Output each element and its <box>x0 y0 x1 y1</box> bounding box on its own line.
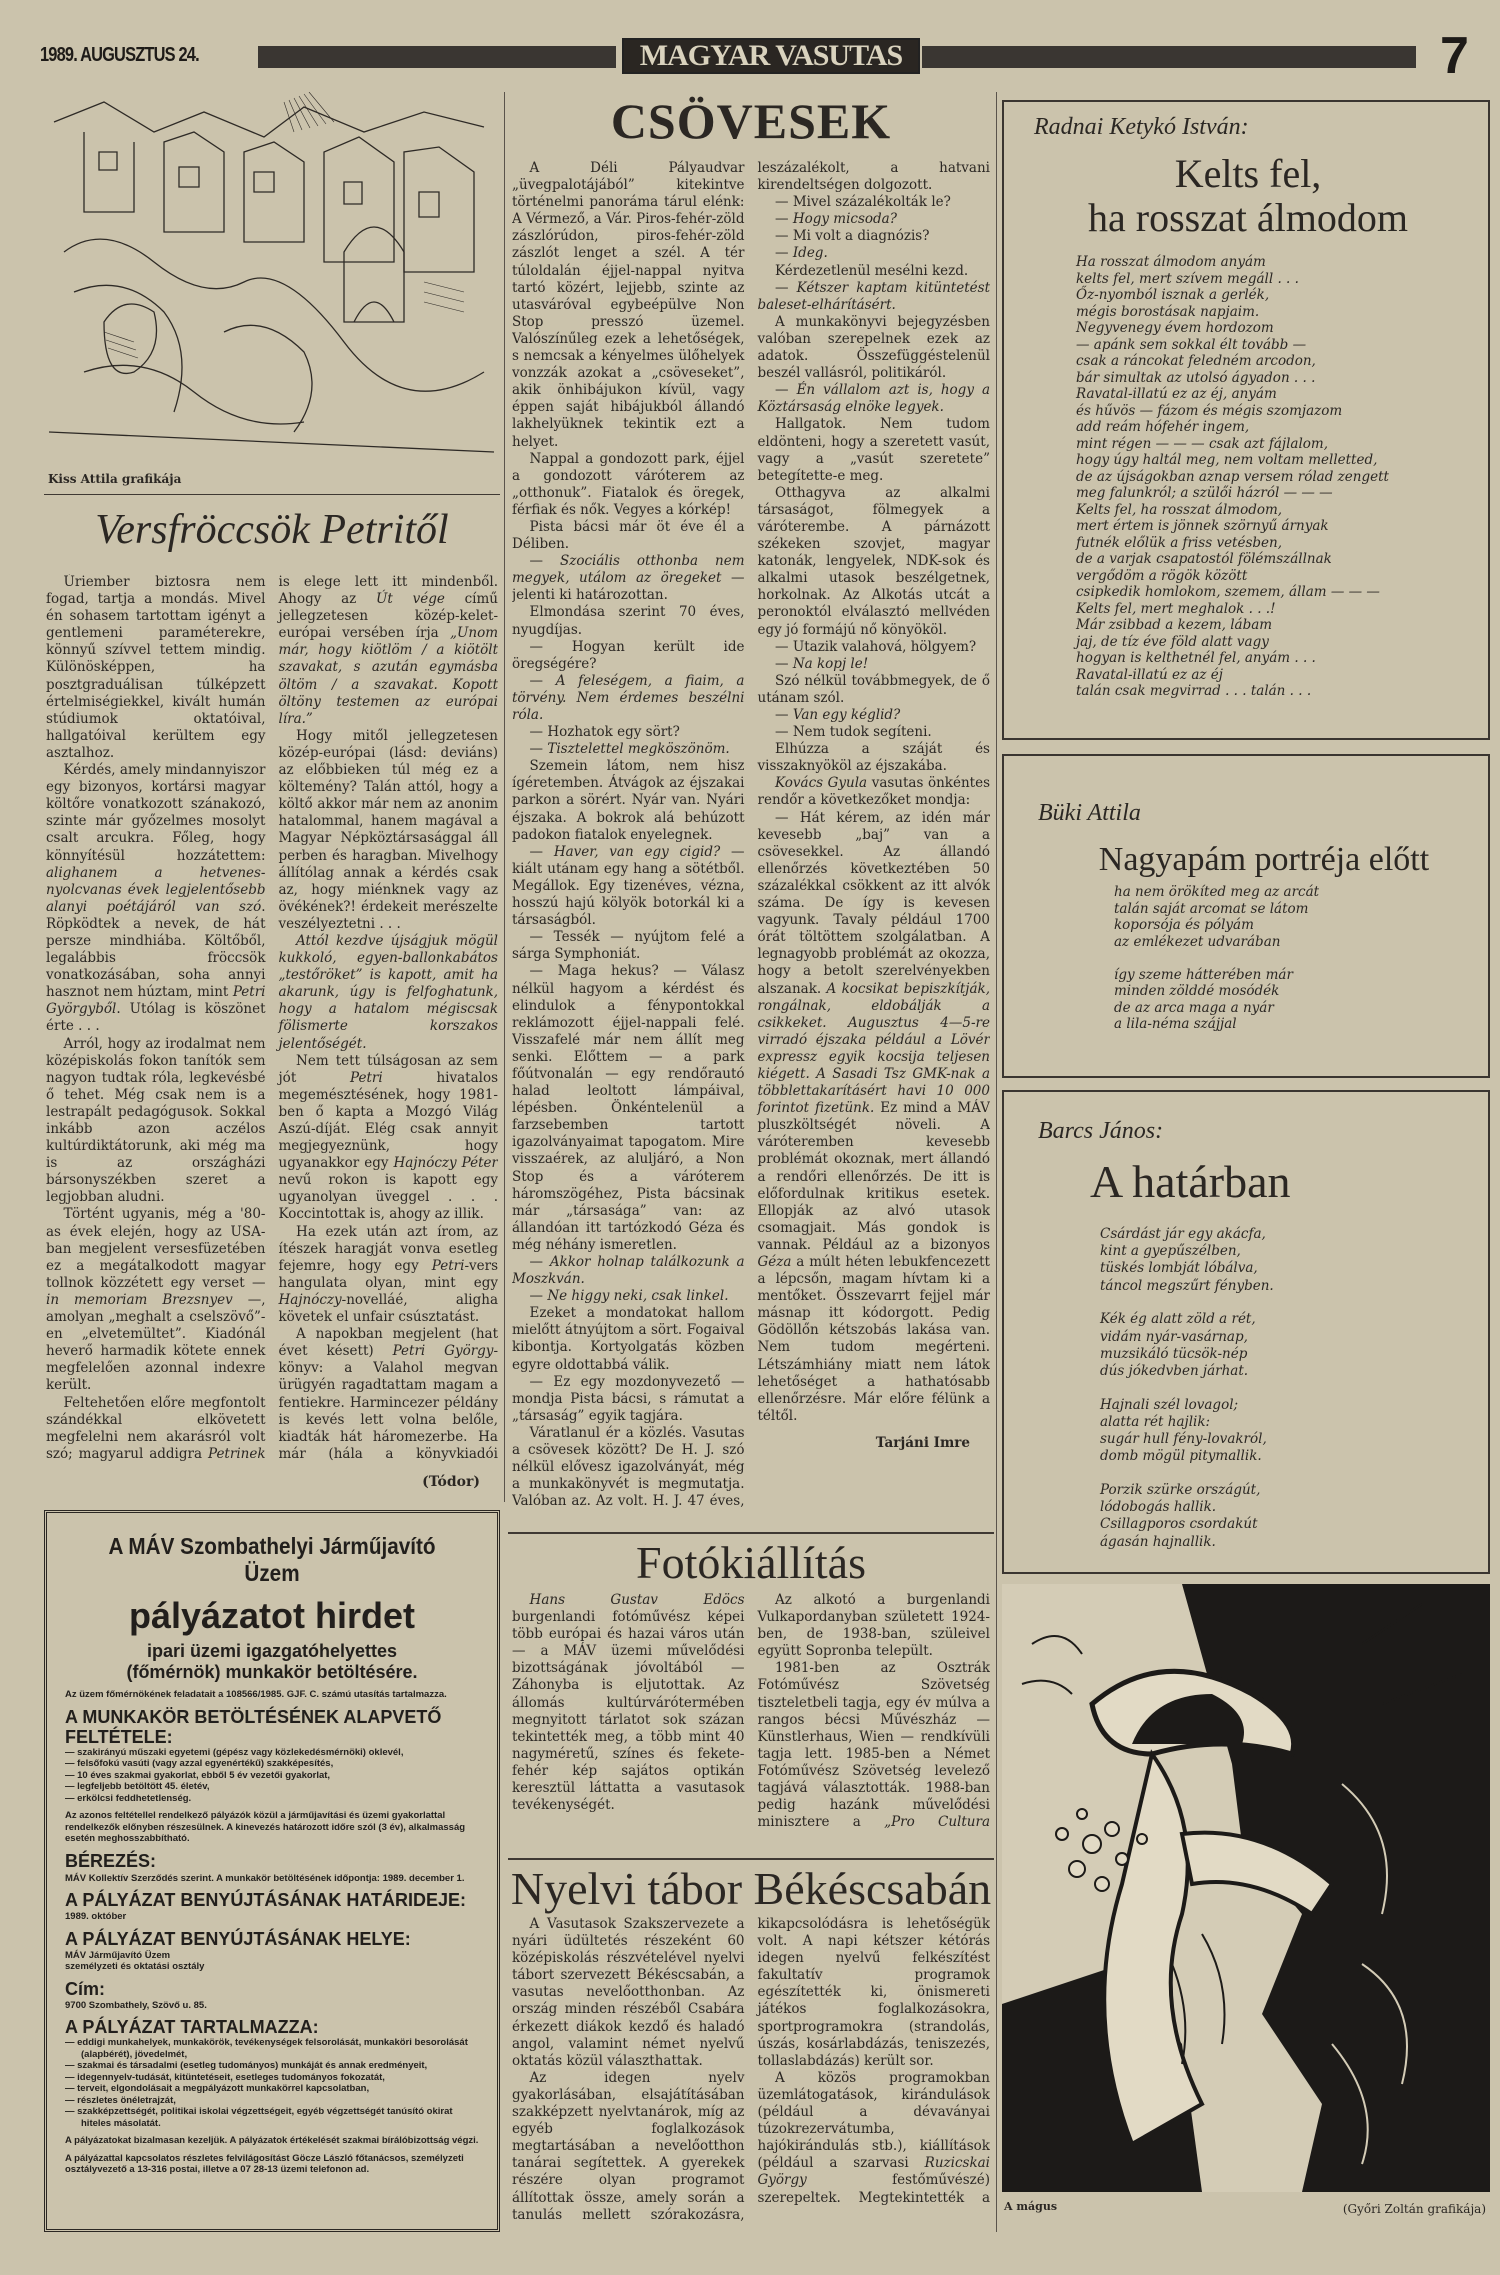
text-line: Hajnali szél lovagol; <box>1100 1396 1239 1413</box>
article-body-fotokiallitas <box>512 1592 990 1848</box>
paragraph: — Tessék — nyújtom felé a sárga Symphoniát. <box>512 929 745 963</box>
text-line: — apánk sem sokkal élt tovább — <box>1076 336 1307 353</box>
paragraph: A közös programokban üzemlátogatások, kirándulások (például a dévaványai túzokrezervátumba, hajókirándulás stb.), kiállítások (például a szarvasi Ruzicskai György festőművészé) szerepeltek. Megtekintették a <box>757 2069 990 2206</box>
text-line: vidám nyár-vasárnap, <box>1100 1328 1248 1345</box>
paragraph: — Hát kérem, az idén már kevesebb „baj” van a csövesekkel. Az állandó ellenőrzés következtében 50 százalékkal csökkent az itt alvók száma. De így is kevesen vagyunk. Tavaly például 1700 órát töltöttem szolgálatban. A legnagyobb problémát az okozza, hogy a betolt szerelvényekben alszanak. A kocsikat bepiszkítják, rongálnak, eldobálják a csikkeket. Augusztus 4—5-re virradó éjszaka például a Lövér expressz egyik kocsija teljesen kiégett. A Sasadi Tsz GMK-nak a többlettakarításért havi 10 000 forintot fizetünk. Ez mind a MÁV pluszköltségét növeli. A váróteremben kevesebb problémát okoznak, mert állandó a rendőri ellenőrzés. De itt is előfordulnak kritikus esetek. Ellopják az alvó utasok csomagjait. Más gondok is vannak. Például az a bizonyos Géza a múlt héten lebukfencezett a lépcsőn, magam hívtam ki a mentőket. Összevarrt fejjel már másnap itt kódorgott. Pedig Gödöllőn kétszobás lakása van. Nem tudom megérteni. Létszámhiány miatt nem látok lehetőséget a hathatósabb ellenőrzésre. Már előre félünk a téltől. <box>757 809 990 1424</box>
ad-text: Az azonos feltétellel rendelkező pályázók közül a járműjavítási és üzemi gyakorlattal rendelkezők előnyben részesülnek. A kinevezés határozott időre szól (3 év), alkalmasság esetén meghosszabbítható. <box>65 1810 466 1844</box>
text-line: domb mögül pitymallik. <box>1100 1448 1262 1465</box>
paragraph: Ezeket a mondatokat hallom mielőtt átnyújtom a sört. Fogaival kibontja. Kortyolgatás közben egyre oldottabbá válik. <box>512 1305 745 1373</box>
paragraph: — Hogy micsoda? <box>775 211 897 228</box>
ad-section-heading: A PÁLYÁZAT BENYÚJTÁSÁNAK HELYE: <box>65 1928 411 1949</box>
poem-box-kelts-fel <box>1002 100 1490 740</box>
paragraph: — Haver, van egy cigid? — kiált utánam egy hang a sötétből. Megállok. Egy tizenéves, vézna, hosszú hajú kölyök botorkál ki a társaságból. <box>512 843 745 929</box>
text-line: de az arca maga a nyár <box>1114 999 1274 1016</box>
ad-section-heading: BÉREZÉS: <box>65 1850 157 1871</box>
poem-box-nagyapam <box>1002 754 1490 1078</box>
ad-requirements-list <box>65 1747 479 1805</box>
ad-text: A pályázatokat bizalmasan kezeljük. A pályázatok értékelését szakmai bírálóbizottság végzi. <box>65 2135 479 2146</box>
text-line: a lila-néma szájjal <box>1114 1016 1237 1032</box>
text-line: mégis borostásak napjaim. <box>1076 303 1260 320</box>
paragraph: Kovács Gyula vasutas önkéntes rendőr a következőket mondja: <box>757 775 990 809</box>
paragraph: — Én vállalom azt is, hogy a Köztársaság elnöke legyek. <box>757 382 990 416</box>
text-line: koporsója és pólyám <box>1114 917 1254 933</box>
stanza-break <box>1100 1380 1274 1397</box>
ad-headline: pályázatot hirdet <box>128 1595 416 1636</box>
ad-text: személyzeti és oktatási osztály <box>65 1961 205 1972</box>
text-line: minden zölddé mosódék <box>1114 983 1280 999</box>
poem-box-a-hatarban <box>1002 1090 1490 1574</box>
illustration-caption: A mágus <box>1004 2200 1058 2213</box>
paragraph: Történt ugyanis, még a '80-as évek elején, hogy az USA-ban megjelent versesfüzetében ez a megátalkodott magyar tollnok közzétett egy verset — in memoriam Brezsnyev —, amolyan „meghalt a cselszövő”-en „elvetemültet”. Kiadónál heverő harmadik kötete ennek megfelelően azonnal indexre került. <box>46 1206 266 1394</box>
paragraph: Szemein látom, nem hisz ígéretemben. Átvágok az éjszakai parkon a sörért. Nyár van. Nyári éjszaka. A bokrok alá behúzott padokon fiatalok enyelegnek. <box>512 758 745 843</box>
ad-position: ipari üzemi igazgatóhelyettes <box>146 1641 398 1661</box>
ad-intro: Az üzem főmérnökének feladatait a 108566/1985. GJF. C. számú utasítás tartalmazza. <box>65 1689 447 1700</box>
paragraph: Attól kezdve újságjuk mögül kukkoló, egyen-ballonkabátos „testőröket” is kapott, amit ha akarunk, úgy is felfoghatunk, hogy a hatalom mégiscsak fölismerte korszakos jelentőségét. <box>278 932 498 1052</box>
text-line: de a varjak csapatostól fölémszállnak <box>1076 551 1332 567</box>
poem-title: A határban <box>1090 1156 1291 1207</box>
paragraph: — Ideg. <box>775 245 828 262</box>
paragraph: — Kétszer kaptam kitüntetést baleset-elhárításért. <box>757 279 990 313</box>
text-line: jaj, de tíz éve föld alatt vagy <box>1076 633 1269 650</box>
poem-title: Kelts fel, <box>1174 151 1322 196</box>
text-line: muzsikáló tücsök-nép <box>1100 1345 1248 1362</box>
illustration-credit: (Győri Zoltán grafikája) <box>1342 2202 1486 2216</box>
header-bar-right <box>922 46 1416 68</box>
text-line: Porzik szürke országút, <box>1100 1481 1261 1498</box>
text-line: talán csak megvirrad . . . talán . . . <box>1076 683 1312 699</box>
paragraph: — Akkor holnap találkozunk a Moszkván. <box>512 1254 745 1288</box>
paragraph: A Déli Pályaudvar „üvegpalotájából” kitekintve történelmi panoráma tárul elénk: A Vérmező, a Vár. Piros-fehér-zöld zászlórúdon, piros-fehér-zöld zászlót lenget a szél. A tér túloldalán éjjel-nappal nyitva tartó közért, lejjebb, szinte az utasváróval egybeépülve Non Stop presszó üzemel. Valószínűleg ezek a lehetőségek, s nemcsak a kényelmes ülőhelyek vonzzák azokat a „csöveseket”, akik önhibájukon kívül, vagy éppen saját hibájukból állandó lakhelyüknek tekintik ezt a helyet. <box>512 160 745 450</box>
ad-organization: A MÁV Szombathelyi Járműjavító Üzem <box>108 1533 436 1586</box>
paragraph: — Hogyan került ide öregségére? <box>512 638 745 672</box>
text-line: Ha rosszat álmodom anyám <box>1076 254 1266 270</box>
poem-text <box>1076 254 1389 700</box>
article-signature: (Tódor) <box>422 1474 480 1490</box>
paragraph: Elhúzza a száját és visszaknyököl az éjszakába. <box>757 741 990 775</box>
paragraph: A munkakönyvi bejegyzésben valóban szerepelnek ezek az adatok. Összefüggéstelenül beszél vallásról, politikáról. <box>757 313 990 382</box>
illustration-caption: Kiss Attila grafikája <box>48 472 182 486</box>
text-line: lódobogás hallik. <box>1100 1499 1217 1516</box>
article-signature: Tarjáni Imre <box>875 1434 970 1451</box>
city-sketch-illustration <box>44 92 500 470</box>
job-advertisement <box>44 1510 500 2232</box>
text-line: — idegennyelv-tudását, kitüntetéseit, esetleges tudományos fokozatát, <box>65 2072 479 2084</box>
text-line: — szakképzettségét, politikai iskolai végzettségeit, egyéb végzettségét tanúsító okirat hiteles másolatát. <box>65 2106 479 2129</box>
text-line: az emlékezet udvarában <box>1114 933 1281 950</box>
ad-position: (főmérnök) munkakör betöltésére. <box>126 1662 418 1682</box>
text-line: hogy úgy haltál meg, nem voltam melletted, <box>1076 452 1378 468</box>
text-line: de az újságokban aznap versem rólad zengett <box>1076 468 1389 485</box>
paragraph: A Vasutasok Szakszervezete a nyári üdültetés részeként 60 középiskolás részvételével nyelvi tábort szervezett Békéscsabán, a vasutas nevelőotthonban. Az ország minden részéből Csabára érkezett diákok kezdő és haladó angol, valamint német nyelvű oktatás közül választhattak. <box>512 1916 745 2069</box>
poem-title: ha rosszat álmodom <box>1088 195 1408 240</box>
text-line: mint régen — — — csak azt fájlalom, <box>1076 435 1328 452</box>
ad-contents-list <box>65 2037 479 2129</box>
paragraph: Hogy mitől jellegzetesen közép-európai (lásd: deviáns) az előbbieken túl még ez a költemény? Talán attól, hogy a költő akkor már nem az anonim hatalommal, hanem magával a Magyar Népköztársasággal áll perben és haragban. Mivelhogy állítólag annak a kérdés csak az, hogy miénknek vagy az övékének?! érdekeit merészelte veszélyeztetni . . . <box>278 727 498 932</box>
poem-author: Radnai Ketykó István: <box>1034 114 1249 140</box>
text-line: csipkedik homlokom, szemem, állam — — — <box>1076 584 1380 600</box>
paragraph: — A feleségem, a fiaim, a törvény. Nem érdemes beszélni róla. <box>512 672 745 723</box>
paragraph: Váratlanul ér a közlés. Vasutas a csövesek között? De H. J. szó nélkül elővesz igazolványát, még a munkakönyvét is megmutatja. Valóban az. Az volt. H. J. 47 éves, leszázalékolt, a hatvani kirendeltségen dolgozott. <box>512 160 990 1510</box>
page-number: 7 <box>1440 27 1469 85</box>
paragraph: — Hozhatok egy sört? <box>529 724 680 741</box>
paragraph: — Mi volt a diagnózis? <box>775 228 930 245</box>
article-title: CSÖVESEK <box>610 93 892 149</box>
text-line: csak a ráncokat feledném arcodon, <box>1076 353 1316 369</box>
text-line: ha nem örökíted meg az arcát <box>1114 884 1320 900</box>
paragraph: Az idegen nyelv gyakorlásában, elsajátításában szakképzett nyelvtanárok, míg az egyéb foglalkozások megtartásában a nevelőotthon tanárai segítettek. A gyerekek részére olyan programot állítottak össze, amely során a tanulás mellett szórakozásra, kikapcsolódásra is lehetőségük volt. A napi kétszer kétórás idegen nyelvű felkészítést fakultatív programok egészítették ki, önismereti játékos foglalkozásokra, sportprogramokra (strandolás, úszás, kosárlabdázás, teniszezés, tollaslabdázás) került sor. <box>512 1916 990 2223</box>
header-bar-left <box>258 46 616 68</box>
text-line: add reám hófehér ingem, <box>1076 419 1250 435</box>
text-line: tüskés lombját lóbálva, <box>1100 1260 1258 1277</box>
text-line: bár simultak az utolsó ágyadon . . . <box>1076 369 1316 386</box>
text-line: hogyan is kelthetnél fel, anyám . . . <box>1076 650 1316 666</box>
text-line: Őz-nyomból isznak a gerlék, <box>1076 287 1270 303</box>
text-line: — legfeljebb betöltött 45. életév, <box>65 1781 479 1793</box>
paragraph: Hans Gustav Edöcs burgenlandi fotóművész képei több európai és hazai város után — a MÁV üzemi művelődési bizottságának jóvoltából — Záhonyba is eljutottak. Az állomás kultúrvárótermében megnyitott tárlatot sok százan tekintették meg, a több mint 40 nagyméretű, színes és fekete-fehér kép sajátos optikán keresztül láttatta a vasutasok tevékenységét. <box>512 1592 745 1814</box>
paragraph: — Szociális otthonba nem megyek, utálom az öregeket — jelenti ki határozottan. <box>512 553 745 604</box>
article-body-versfroccsok <box>46 574 498 1466</box>
divider <box>508 1858 994 1860</box>
ad-text: 9700 Szombathely, Szövő u. 85. <box>65 1999 207 2011</box>
text-line: alatta rét hajlik: <box>1100 1413 1211 1430</box>
text-line: Ravatal-illatú ez az éj <box>1076 666 1223 683</box>
article-title: Nyelvi tábor Békéscsabán <box>510 1863 992 1914</box>
text-line: táncol megszűrt fényben. <box>1100 1277 1274 1294</box>
ad-text: MÁV Járműjavító Üzem <box>65 1949 171 1961</box>
text-line: Csárdást jár egy akácfa, <box>1100 1226 1266 1242</box>
text-line: — erkölcsi feddhetetlenség. <box>65 1793 479 1805</box>
paragraph: Ha ezek után azt írom, az ítészek haragját vonva esetleg fejemre, hogy egy Petri-vers hangulata olyan, mint egy Hajnóczy-novelláé, aligha követek el unfair csúsztatást. <box>278 1223 498 1326</box>
text-line: ágasán hajnallik. <box>1100 1533 1216 1550</box>
paragraph: — Mivel százalékolták le? <box>775 194 951 211</box>
ad-text: 1989. október <box>65 1911 127 1922</box>
text-line: Már zsibbad a kezem, lábam <box>1076 617 1273 633</box>
text-line: sugár hull fény-lovakról, <box>1100 1431 1267 1448</box>
text-line: és hűvös — fázom és mégis szomjazom <box>1076 402 1343 419</box>
text-line: — eddigi munkahelyek, munkakörök, tevékenységek felsorolását, munkaköri besorolását (alapbérét), jövedelmét, <box>65 2037 479 2060</box>
ad-section-heading: Cím: <box>65 1978 105 1999</box>
text-line: így szeme hátterében már <box>1114 966 1293 983</box>
article-title: Versfröccsök Petritől <box>95 507 449 553</box>
paragraph: Kérdezetlenül mesélni kezd. <box>775 262 969 279</box>
issue-date: 1989. AUGUSZTUS 24. <box>40 44 199 66</box>
paragraph: — Ne higgy neki, csak linkel. <box>529 1288 729 1305</box>
article-title: Fotókiállítás <box>636 1537 866 1588</box>
paragraph: Szó nélkül továbbmegyek, de ő utánam szól. <box>757 672 990 706</box>
text-line: kint a gyepűszélben, <box>1100 1243 1241 1260</box>
stanza-break <box>1114 950 1319 967</box>
paragraph: — Na kopj le! <box>775 655 869 672</box>
paragraph: Nappal a gondozott park, éjjel a gondozott váróterem az „otthonuk”. Fiatalok és öregek, férfiak és nők. Vegyes a kórkép! <box>512 450 745 518</box>
text-line: mert értem is jönnek szörnyű árnyak <box>1076 518 1329 534</box>
ad-text: A pályázattal kapcsolatos részletes felvilágosítást Göcze László főtanácsos, személyzeti osztályvezető a 13-316 postai, illetve a 07 28-13 üzemi telefonon ad. <box>65 2152 464 2175</box>
paragraph: A napokban megjelent (hat évet késett) Petri György-könyv: a Valahol megvan ürügyén ragadtattam magam a fentiekre. Harmincezer példány is kevés lett volna belőle, kiadták hát háromezerbe. Ha már (hála a könyvkiadói <box>278 1326 498 1462</box>
text-line: vergődöm a rögök között <box>1076 567 1248 584</box>
article-body-csovesek <box>512 160 990 1524</box>
paragraph: 1981-ben az Osztrák Fotóművész Szövetség tiszteletbeli tagja, egy év múlva a rangos bécsi Művészház — Künstlerhaus, Wien — rendkívüli tagja lett. 1985-ben a Német Fotóművész Szövetség levelező tagjává választották. 1988-ban pedig hazánk művelődési minisztere a „Pro Cultura <box>757 1660 990 1831</box>
poem-title: Nagyapám portréja előtt <box>1098 841 1430 878</box>
text-line: Ravatal-illatú ez az éj, anyám <box>1076 386 1277 402</box>
text-line: — szakmai és társadalmi (esetleg tudományos) munkáját és annak eredményeit, <box>65 2060 479 2072</box>
paragraph: Úriember biztosra nem fogad, tartja a mondás. Mivel én sohasem tartottam igényt a gentlemeni paraméterekre, könnyű szívvel tettem mindig. Különösképpen, ha posztgraduálisan túlképzett értelmiségiekkel, kivált humán stúdiumok oktatóival, hallgatóival kerültem egy asztalhoz. <box>46 574 266 761</box>
text-line: talán saját arcomat se látom <box>1114 900 1309 917</box>
text-line: meg falunkról; a szülői házról — — — <box>1076 485 1333 501</box>
poem-author: Büki Attila <box>1038 800 1141 826</box>
paragraph: Arról, hogy az irodalmat nem középiskolás fokon tanítók sem nagyon tudtak róla, legkevésbé ő tehet. Még csak nem is a lestrapált pedagógusok. Sokkal inkább azon aczélos kultúrdiktátorunk, aki még ma is az országházi bársonyszékben szeret a legjobban aludni. <box>46 1035 266 1206</box>
paragraph: Feltehetően előre megfontolt szándékkal elkövetett megfelelni nem akarásról volt szó; magyarul addigra Petrinek is elege lett itt mindenből. Ahogy az Út vége című jellegzetesen közép-kelet-európai versében írja „Unom már, hogy kiötlöm / a kiötölt szavakat, s azután egymásba öltöm / a szavakat. Kopott öltöny testemen az európai líra.” <box>46 574 498 1462</box>
paragraph: Pista bácsi már öt éve él a Déliben. <box>512 518 745 553</box>
divider <box>44 494 500 495</box>
text-line: Kék ég alatt zöld a rét, <box>1100 1311 1256 1328</box>
poem-author: Barcs János: <box>1038 1118 1164 1144</box>
column-divider <box>504 92 505 1502</box>
ad-section-heading: A PÁLYÁZAT BENYÚJTÁSÁNAK HATÁRIDEJE: <box>65 1890 467 1910</box>
text-line: kelts fel, mert szívem megáll . . . <box>1076 270 1299 287</box>
text-line: — 10 éves szakmai gyakorlat, ebből 5 év vezetői gyakorlat, <box>65 1770 479 1782</box>
text-line: Csillagporos csordakút <box>1100 1516 1258 1533</box>
paragraph: Nem tett túlságosan az sem jót Petri hivatalos megemésztésének, hogy 1981-ben ő kapta a Mozgó Világ Aszú-díját. Elég csak annyit megjegyeznünk, hogy ugyanakkor egy Hajnóczy Péter nevű rokon is kapott egy ugyanolyan üveggel . . . Koccintottak is, ahogy az illik. <box>278 1052 498 1223</box>
paragraph: Otthagyva az alkalmi társaságot, fölmegyek a váróterembe. A párnázott székeken szovjet, magyar katonák, lengyelek, NDK-sok és alkalmi utasok beszélgetnek, horkolnak. Az Alkotás utcát a peronoktól elválasztó mellvéden egy jó formájú nő könyököl. <box>757 484 990 638</box>
paragraph: — Maga hekus? — Válasz nélkül hagyom a kérdést és elindulok a fénypontokkal reklámozott éjjel-nappali felé. Visszafelé már nem állít meg senki. Előttem — a park főútvonalán — egy rendőrautó halad leoltott lámpáival, lépésben. Önkéntelenül a farzsebemben tartott igazolványaimat tapogatom. Mire visszaérek, az aluljáró, a Non Stop és a váróterem háromszögéhez, Pista bácsinak már „társasága” van: az állandóan itt tartózkodó Géza és még néhány ismeretlen. <box>512 963 745 1253</box>
paragraph: — Van egy kéglid? <box>775 707 901 723</box>
magus-woodcut-illustration <box>1002 1584 1490 2192</box>
paragraph: — Nem tudok segíteni. <box>775 724 932 741</box>
text-line: dús jókedvben járhat. <box>1100 1362 1249 1379</box>
poem-text <box>1100 1226 1274 1551</box>
paragraph: Az alkotó a burgenlandi Vulkapordanyban született 1924-ben, de 1938-ban, szüleivel együtt Sopronba települt. <box>757 1592 990 1660</box>
ad-text: MÁV Kollektív Szerződés szerint. A munkakör betöltésének időpontja: 1989. december 1. <box>65 1872 465 1884</box>
column-divider <box>996 92 997 2232</box>
text-line: — terveit, elgondolásait a megpályázott munkakörrel kapcsolatban, <box>65 2083 479 2095</box>
stanza-break <box>1100 1295 1274 1312</box>
paragraph: — Ez egy mozdonyvezető — mondja Pista bácsi, s rámutat a „társaság” egyik tagjára. <box>512 1373 745 1424</box>
text-line: Kelts fel, mert meghalok . . .! <box>1076 600 1276 617</box>
text-line: — részletes önéletrajzát, <box>65 2095 479 2107</box>
text-line: Negyvenegy évem hordozom <box>1076 320 1274 336</box>
text-line: Kelts fel, ha rosszat álmodom, <box>1076 501 1283 518</box>
paragraph: — Utazik valahová, hölgyem? <box>775 638 977 655</box>
ad-section-heading: A MUNKAKÖR BETÖLTÉSÉNEK ALAPVETŐ FELTÉTELE: <box>65 1706 442 1747</box>
text-line: — szakirányú műszaki egyetemi (gépész vagy közlekedésmérnöki) oklevél, <box>65 1747 479 1759</box>
paragraph: Kérdés, amely mindannyiszor egy bizonyos, kortársi magyar költőre vonatkozott szánakozó, szinte már győzelmes mosolyt csalt arcukra. Főleg, hogy könnyítésül hozzátettem: alighanem a hetvenes-nyolcvanas évek legjelentősebb alanyi poétájáról van szó. Röpködtek a nevek, de hát persze mindhiába. Költőből, legalábbis fröccsök vonatkozásában, soha annyi hasznot nem húztam, mint Petri Györgyből. Utólag is köszönet érte . . . <box>46 762 266 1035</box>
poem-text <box>1114 884 1319 1033</box>
paragraph: Hallgatok. Nem tudom eldönteni, hogy a szeretett vasút, vagy a „vasút szeretete” betegítette-e meg. <box>757 416 990 484</box>
divider <box>508 1532 994 1534</box>
paragraph: — Tisztelettel megköszönöm. <box>529 741 730 758</box>
article-body-nyelvi-tabor <box>512 1916 990 2236</box>
text-line: — felsőfokú vasúti (vagy azzal egyenértékű) szakképesítés, <box>65 1758 479 1770</box>
paragraph: Elmondása szerint 70 éves, nyugdíjas. <box>512 604 745 638</box>
ad-section-heading: A PÁLYÁZAT TARTALMAZZA: <box>65 2017 319 2037</box>
text-line: futnék előlük a friss vetésben, <box>1076 534 1283 551</box>
stanza-break <box>1100 1465 1274 1482</box>
masthead-logo: MAGYAR VASUTAS <box>622 38 920 74</box>
